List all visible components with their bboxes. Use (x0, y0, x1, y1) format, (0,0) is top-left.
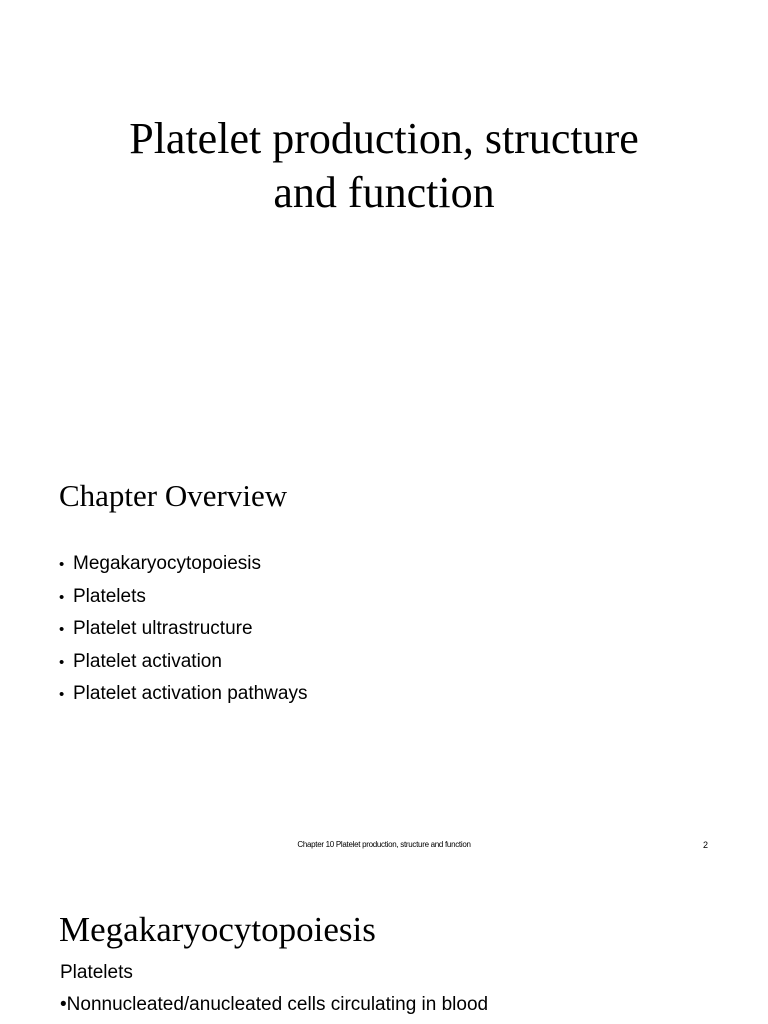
title-slide (0, 0, 768, 430)
list-item-text: Platelet activation pathways (73, 683, 308, 704)
slide-heading: Megakaryocytopoiesis (59, 910, 376, 949)
page-number: 2 (703, 840, 709, 850)
overview-bullet-list (59, 548, 307, 711)
list-item-text: Platelets (73, 585, 146, 607)
bullet-icon: • (59, 588, 65, 606)
list-item (59, 548, 307, 581)
slide-body (60, 957, 488, 1021)
bullet-icon: • (59, 556, 65, 573)
title-line-2: and function (273, 168, 495, 217)
list-item (59, 678, 307, 711)
list-item-text: Platelet activation (73, 650, 222, 672)
presentation-title (0, 112, 768, 220)
body-line: Platelets (60, 962, 133, 983)
list-item-text: Platelet ultrastructure (73, 618, 253, 639)
megakaryocytopoiesis-slide (0, 885, 768, 1024)
bullet-icon: • (59, 653, 65, 671)
list-item (59, 581, 307, 614)
list-item (59, 646, 307, 679)
slide-heading: Chapter Overview (59, 478, 288, 513)
bullet-icon: • (59, 686, 65, 703)
body-line: •Nonnucleated/anucleated cells circulating in blood (60, 994, 489, 1015)
list-item (59, 613, 307, 646)
list-item-text: Megakaryocytopoiesis (73, 553, 261, 574)
bullet-icon: • (59, 621, 65, 638)
title-line-1: Platelet production, structure (129, 114, 639, 163)
chapter-overview-slide (0, 430, 768, 885)
slide-footer: Chapter 10 Platelet production, structure and function (297, 840, 471, 849)
